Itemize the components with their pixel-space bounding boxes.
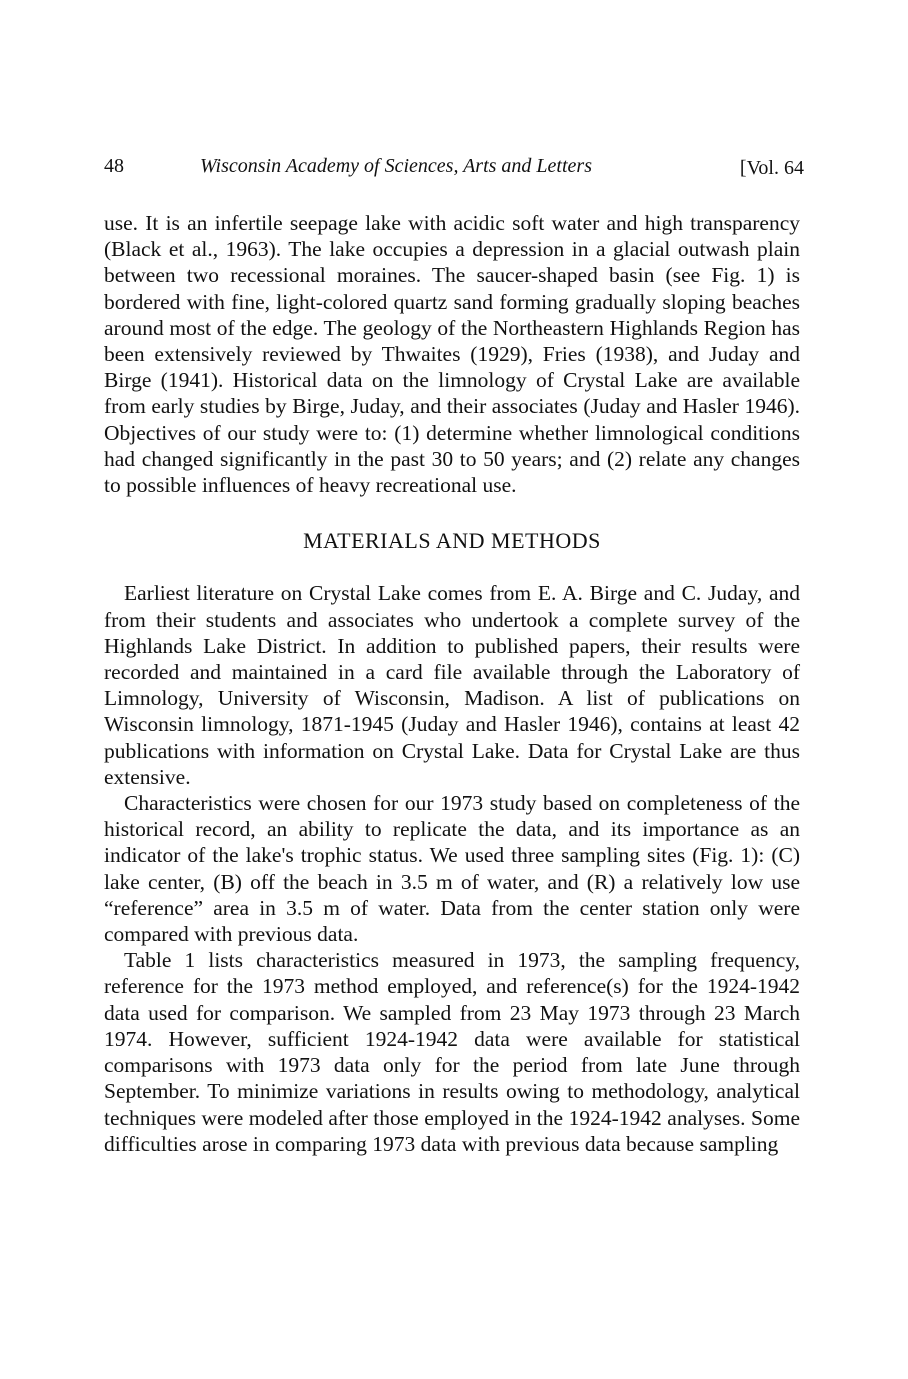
methods-paragraph-1: Earliest literature on Crystal Lake comes from E. A. Birge and C. Juday, and from their students and associates who undertook a complete survey of the Highlands Lake District. In addition to published papers, their results were recorded and maintained in a card file available through the Laboratory of Limnology, University of Wisconsin, Madison. A list of publications on Wisconsin limnology, 1871-1945 (Juday and Hasler 1946), contains at least 42 publications with information on Crystal Lake. Data for Crystal Lake are thus extensive.	[104, 581, 800, 789]
running-header	[104, 155, 804, 185]
intro-paragraph: use. It is an infertile seepage lake with acidic soft water and high transparency (Black et al., 1963). The lake occupies a depression in a glacial outwash plain between two recessional moraines. The saucer-shaped basin (see Fig. 1) is bordered with fine, light-colored quartz sand forming gradually sloping beaches around most of the edge. The geology of the Northeastern Highlands Region has been extensively reviewed by Thwaites (1929), Fries (1938), and Juday and Birge (1941). Historical data on the limnology of Crystal Lake are available from early studies by Birge, Juday, and their associates (Juday and Hasler 1946). Objectives of our study were to: (1) determine whether limnological conditions had changed significantly in the past 30 to 50 years; and (2) relate any changes to possible influences of heavy recreational use.	[104, 211, 800, 498]
methods-paragraph-3: Table 1 lists characteristics measured in 1973, the sampling frequency, reference for the 1973 method employed, and reference(s) for the 1924-1942 data used for comparison. We sampled from 23 May 1973 through 23 March 1974. However, sufficient 1924-1942 data were available for statistical comparisons with 1973 data only for the period from late June through September. To minimize variations in results owing to methodology, analytical techniques were modeled after those employed in the 1924-1942 analyses. Some difficulties arose in comparing 1973 data with previous data because sampling	[104, 948, 800, 1156]
article-body	[104, 210, 800, 1157]
volume-label: [Vol. 64	[739, 157, 804, 179]
methods-paragraph-2: Characteristics were chosen for our 1973 study based on completeness of the historical record, an ability to replicate the data, and its importance as an indicator of the lake's trophic status. We used three sampling sites (Fig. 1): (C) lake center, (B) off the beach in 3.5 m of water, and (R) a relatively low use “reference” area in 3.5 m of water. Data from the center station only were compared with previous data.	[104, 791, 800, 947]
journal-title: Wisconsin Academy of Sciences, Arts and Letters	[200, 155, 592, 177]
page-number: 48	[104, 155, 124, 177]
section-heading: MATERIALS AND METHODS	[303, 528, 601, 554]
